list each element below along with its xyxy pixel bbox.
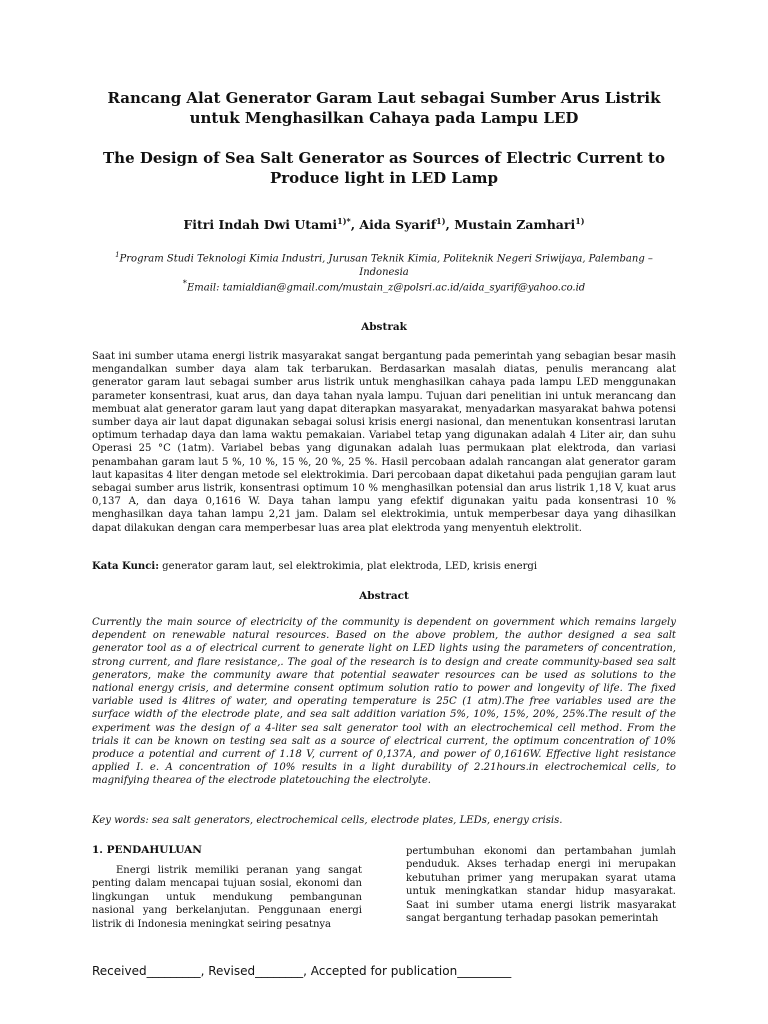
email-mark: *: [182, 278, 187, 288]
abstrak-body: Saat ini sumber utama energi listrik masyarakat sangat bergantung pada pemerintah yang sebagian besar masih mengandalkan sumber daya alam tak terbarukan. Berdasarkan masalah diatas, penulis merancang alat generator garam laut sebagai sumber arus listrik untuk menghasilkan cahaya pada lampu LED menggunakan parameter konsentrasi, kuat arus, dan daya tahan nyala lampu. Tujuan dari penelitian ini untuk merancang dan membuat alat generator garam laut yang dapat diterapkan masyarakat, menyadarkan masyarakat bahwa potensi sumber daya air laut dapat digunakan sebagai solusi krisis energi nasional, dan menentukan konsentrasi larutan optimum terhadap daya dan lama waktu pemakaian. Variabel tetap yang digunakan adalah 4 Liter air, dan suhu Operasi 25 °C (1atm). Variabel bebas yang digunakan adalah luas permukaan plat elektroda, dan variasi penambahan garam laut 5 %, 10 %, 15 %, 20 %, 25 %. Hasil percobaan adalah rancangan alat generator garam laut kapasitas 4 liter dengan metode sel elektrokimia. Dari percobaan dapat diketahui pada pengujian garam laut sebagai sumber arus listrik, konsentrasi optimum 10 % menghasilkan potensial dan arus listrik 1,18 V, kuat arus 0,137 A, dan daya 0,1616 W. Daya tahan lampu yang efektif digunakan yaitu pada konsentrasi 10 % menghasilkan daya tahan lampu 2,21 jam. Dalam sel elektrokimia, untuk memperbesar daya yang dihasilkan dapat dilakukan dengan cara memperbesar luas area plat elektroda yang menyentuh elektrolit.: [92, 351, 676, 534]
title-english: The Design of Sea Salt Generator as Sources of Electric Current to Produce light in LED Lamp: [103, 149, 665, 187]
submission-footer: Received_________, Revised________, Accepted for publication_________: [92, 964, 512, 978]
email-text: Email: tamialdian@gmail.com/mustain_z@polsri.ac.id/aida_syarif@yahoo.co.id: [186, 282, 586, 294]
author-separator: ,: [445, 217, 455, 233]
kata-kunci-label: Kata Kunci:: [92, 561, 159, 572]
abstract-heading: Abstract: [359, 590, 409, 602]
author-mark: 1): [436, 216, 446, 226]
affiliation-mark: 1: [115, 251, 120, 259]
author-name: Aida Syarif: [359, 217, 437, 233]
author-name: Mustain Zamhari: [454, 217, 576, 233]
author-separator: ,: [350, 217, 360, 233]
abstrak-heading: Abstrak: [361, 321, 407, 333]
author-mark: 1)*: [337, 216, 351, 226]
abstract-body: Currently the main source of electricity of the community is dependent on government which remains largely dependent on renewable natural resources. Based on the above problem, the author designed a sea salt generator tool as a of electrical current to generate light on LED lights using the parameters of concentration, strong current, and flare resistance,. The goal of the research is to design and create community-based sea salt generators, make the community aware that potential seawater resources can be used as solutions to the national energy crisis, and determine consent optimum solution ratio to power and longevity of life. The fixed variable used is 4litres of water, and operating temperature is 25C (1 atm).The free variables used are the surface width of the electrode plate, and sea salt addition variation 5%, 10%, 15%, 20%, 25%.The result of the experiment was the design of a 4-liter sea salt generator tool with an electrochemical cell method. From the trials it can be known on testing sea salt as a source of electrical current, the optimum concentration of 10% produce a potential and current of 1.18 V, current of 0,137A, and power of 0,1616W. Effective light resistance applied I. e. A concentration of 10% results in a light durability of 2.21hours.in electrochemical cells, to magnifying thearea of the electrode platetouching the electrolyte.: [92, 617, 676, 787]
affiliation-text: Program Studi Teknologi Kimia Industri, Jurusan Teknik Kimia, Politeknik Negeri Sriwijaya, Palembang – Indonesia: [119, 253, 653, 279]
column-right-text: pertumbuhan ekonomi dan pertambahan jumlah penduduk. Akses terhadap energi ini merupakan kebutuhan primer yang merupakan syarat utama untuk meningkatkan standar hidup masyarakat. Saat ini sumber utama energi listrik masyarakat sangat bergantung terhadap pasokan pemerintah: [406, 846, 676, 925]
kata-kunci-text: generator garam laut, sel elektrokimia, plat elektroda, LED, krisis energi: [158, 561, 538, 572]
author-mark: 1): [575, 216, 585, 226]
column-left-text: Energi listrik memiliki peranan yang sangat penting dalam mencapai tujuan sosial, ekonomi dan lingkungan untuk mendukung pembangunan nasional yang berkelanjutan. Penggunaan energi listrik di Indonesia meningkat seiring pesatnya: [92, 865, 362, 930]
author-list: [80, 216, 688, 232]
email-line: [110, 278, 658, 293]
keywords: Key words: sea salt generators, electrochemical cells, electrode plates, LEDs, energy crisis.: [92, 815, 563, 826]
section-heading: 1. PENDAHULUAN: [92, 844, 202, 856]
affiliation: [110, 248, 658, 280]
title-indonesian: Rancang Alat Generator Garam Laut sebagai Sumber Arus Listrik untuk Menghasilkan Cahaya pada Lampu LED: [107, 89, 661, 127]
kata-kunci: [92, 560, 676, 573]
author-name: Fitri Indah Dwi Utami: [183, 217, 338, 233]
